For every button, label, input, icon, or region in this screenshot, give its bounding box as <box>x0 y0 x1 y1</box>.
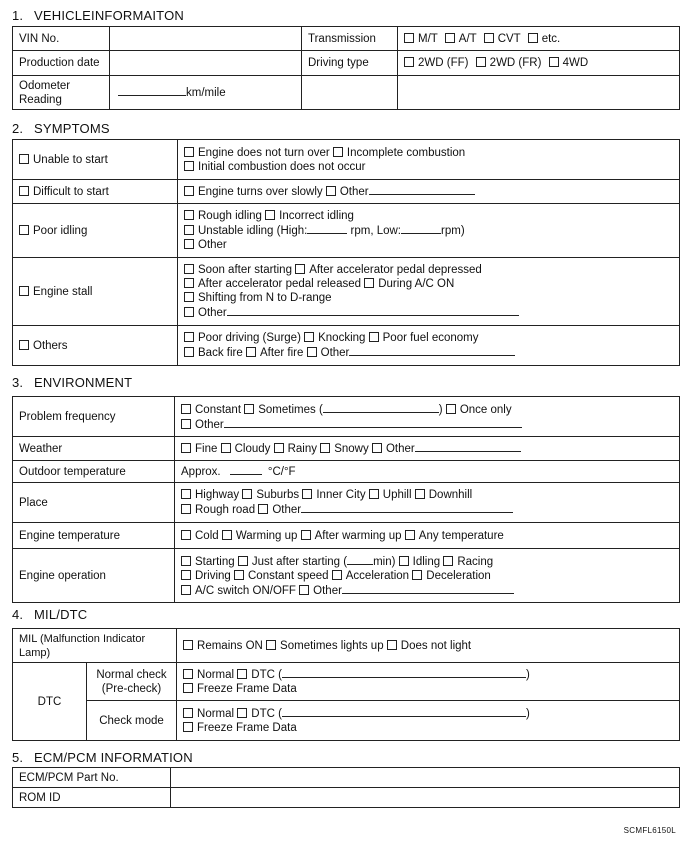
weather-label: Weather <box>13 437 175 461</box>
odometer-field[interactable] <box>110 76 302 110</box>
engine-temperature-options <box>175 523 680 549</box>
option-label: A/C switch ON/OFF <box>195 584 296 597</box>
checkbox[interactable] <box>304 332 314 342</box>
option-label: Cloudy <box>234 443 271 455</box>
section-number: 5. <box>12 750 24 765</box>
option-label: DTC ( <box>251 708 282 720</box>
option-label: Sometimes lights up <box>280 639 384 652</box>
option-label: Freeze Frame Data <box>197 722 297 734</box>
checkbox[interactable] <box>332 570 342 580</box>
section-number: 1. <box>12 8 24 23</box>
option-label: Other <box>195 418 224 431</box>
figure-code: SCMFL6150L <box>623 826 676 835</box>
environment-table <box>12 396 680 603</box>
option-label: Highway <box>195 489 240 501</box>
section-number: 3. <box>12 375 24 390</box>
checkbox[interactable] <box>184 161 194 171</box>
option-label: Starting <box>195 555 235 568</box>
checkbox[interactable] <box>184 347 194 357</box>
option-label: Other <box>313 584 342 597</box>
option-label: Incorrect idling <box>279 210 354 222</box>
option-label: Downhill <box>428 489 473 501</box>
frequency-options <box>175 397 680 437</box>
symptom-difficult-to-start[interactable] <box>13 180 178 204</box>
trans-option-at[interactable]: A/T <box>445 33 477 45</box>
normal-check-options <box>177 663 680 701</box>
transmission-label: Transmission <box>302 27 398 51</box>
option-label: Just after starting ( <box>251 555 348 568</box>
engine-temperature-label: Engine temperature <box>13 523 175 549</box>
driving-type-label: Driving type <box>302 51 398 76</box>
option-label: Once only <box>459 403 512 416</box>
option-label: Back fire <box>198 347 243 359</box>
driving-type-options <box>398 51 680 76</box>
checkbox[interactable] <box>222 530 232 540</box>
section-number: 4. <box>12 607 24 622</box>
dtc-code-blank[interactable] <box>282 706 526 717</box>
checkbox[interactable] <box>184 264 194 274</box>
option-label: Sometimes ( <box>258 403 323 416</box>
checkbox[interactable] <box>443 556 453 566</box>
engine-operation-options <box>175 549 680 603</box>
checkbox[interactable] <box>234 570 244 580</box>
dtc-code-blank[interactable] <box>282 667 526 678</box>
option-label: Poor fuel economy <box>382 332 479 344</box>
checkbox[interactable] <box>476 57 486 67</box>
other-blank[interactable] <box>415 441 521 452</box>
checkbox[interactable] <box>246 347 256 357</box>
drive-option-4wd[interactable]: 4WD <box>549 57 589 69</box>
option-label: Engine turns over slowly <box>198 186 323 198</box>
symptom-label: Unable to start <box>33 153 108 166</box>
option-label: Inner City <box>316 489 366 501</box>
checkbox[interactable] <box>221 443 231 453</box>
checkbox[interactable] <box>244 404 254 414</box>
other-blank[interactable] <box>349 345 515 356</box>
option-label: Driving <box>195 569 231 582</box>
checkbox[interactable] <box>333 147 343 157</box>
checkbox[interactable] <box>19 340 29 350</box>
problem-frequency-label: Problem frequency <box>13 397 175 437</box>
checkbox[interactable] <box>446 404 456 414</box>
odometer-label: Odometer Reading <box>13 76 110 110</box>
production-date-field[interactable] <box>110 51 302 76</box>
checkbox[interactable] <box>274 443 284 453</box>
symptom-engine-stall[interactable] <box>13 258 178 326</box>
option-label: Remains ON <box>197 639 263 652</box>
option-label: Acceleration <box>345 569 410 582</box>
rom-id-field[interactable] <box>171 788 680 808</box>
checkbox[interactable] <box>412 570 422 580</box>
option-label: Other <box>198 239 227 251</box>
option-label: Other <box>339 186 369 198</box>
checkbox[interactable] <box>372 443 382 453</box>
rpm-low-blank[interactable] <box>401 223 441 234</box>
checkbox[interactable] <box>19 186 29 196</box>
option-label: Poor driving (Surge) <box>198 332 301 344</box>
checkbox[interactable] <box>184 278 194 288</box>
option-label: Other <box>198 307 227 319</box>
other-blank[interactable] <box>227 305 519 316</box>
option-label: Unstable idling (High: <box>198 225 308 237</box>
option-label: Initial combustion does not occur <box>198 160 366 173</box>
production-date-label: Production date <box>13 51 110 76</box>
option-label: Idling <box>412 555 441 568</box>
odometer-blank[interactable] <box>118 85 186 96</box>
option-label: Fine <box>195 443 218 455</box>
checkbox[interactable] <box>181 556 191 566</box>
checkbox[interactable] <box>181 530 191 540</box>
temperature-unit: °C/°F <box>267 466 296 478</box>
checkbox[interactable] <box>183 640 193 650</box>
ecm-table <box>12 767 680 808</box>
check-mode-label: Check mode <box>87 701 177 741</box>
rpm-high-blank[interactable] <box>307 223 347 234</box>
option-label: Other <box>320 347 350 359</box>
option-label: ) <box>438 403 443 416</box>
outdoor-temperature-field <box>175 461 680 483</box>
checkbox[interactable] <box>295 264 305 274</box>
trans-option-cvt[interactable]: CVT <box>484 33 521 45</box>
empty-cell <box>398 76 680 110</box>
option-label: Engine does not turn over <box>198 146 330 159</box>
weather-options <box>175 437 680 461</box>
option-label: ) <box>525 708 530 720</box>
checkbox[interactable] <box>181 443 191 453</box>
symptom-label: Engine stall <box>33 285 93 298</box>
difficult-options <box>178 180 680 204</box>
section-vehicle-title <box>12 8 184 23</box>
sometimes-blank[interactable] <box>323 402 439 413</box>
checkbox[interactable] <box>266 640 276 650</box>
checkbox[interactable] <box>265 210 275 220</box>
checkbox[interactable] <box>387 640 397 650</box>
checkbox[interactable] <box>181 419 191 429</box>
section-ecm-title <box>12 750 193 765</box>
option-label: Cold <box>195 529 219 542</box>
checkbox[interactable] <box>19 286 29 296</box>
option-label: After accelerator pedal depressed <box>309 264 482 276</box>
symptom-others[interactable] <box>13 326 178 366</box>
approx-label: Approx. <box>181 466 221 478</box>
symptom-label: Others <box>33 339 68 352</box>
checkbox[interactable] <box>184 332 194 342</box>
ecm-part-field[interactable] <box>171 768 680 788</box>
option-label: Constant speed <box>248 569 329 582</box>
checkbox[interactable] <box>405 530 415 540</box>
checkbox[interactable] <box>369 489 379 499</box>
checkbox[interactable] <box>19 154 29 164</box>
symptom-label: Difficult to start <box>33 185 109 198</box>
temperature-blank[interactable] <box>230 464 262 475</box>
option-label: Freeze Frame Data <box>197 683 297 695</box>
checkbox[interactable] <box>242 489 252 499</box>
section-label: MIL/DTC <box>34 607 88 622</box>
checkbox[interactable] <box>184 239 194 249</box>
option-label: After warming up <box>314 529 402 542</box>
check-mode-options <box>177 701 680 741</box>
option-label: After fire <box>259 347 304 359</box>
option-label: Snowy <box>334 443 369 455</box>
option-label: rpm) <box>441 225 465 237</box>
section-environment-title <box>12 375 132 390</box>
checkbox[interactable] <box>302 489 312 499</box>
drive-option-fr[interactable]: 2WD (FR) <box>476 57 542 69</box>
checkbox[interactable] <box>404 33 414 43</box>
drive-option-ff[interactable]: 2WD (FF) <box>404 57 468 69</box>
checkbox[interactable] <box>184 147 194 157</box>
option-label: Other <box>385 443 415 455</box>
idling-options <box>178 204 680 258</box>
option-label: Warming up <box>235 529 298 542</box>
checkbox[interactable] <box>183 722 193 732</box>
checkbox[interactable] <box>369 332 379 342</box>
checkbox[interactable] <box>326 186 336 196</box>
mil-label: MIL (Malfunction Indicator Lamp) <box>13 629 177 663</box>
minutes-blank[interactable] <box>347 554 373 565</box>
checkbox[interactable] <box>320 443 330 453</box>
option-label: Shifting from N to D-range <box>198 292 332 304</box>
checkbox[interactable] <box>549 57 559 67</box>
option-label: Suburbs <box>256 489 300 501</box>
other-blank[interactable] <box>369 184 475 195</box>
odometer-unit: km/mile <box>186 87 226 99</box>
section-label: ENVIRONMENT <box>34 375 133 390</box>
checkbox[interactable] <box>184 186 194 196</box>
checkbox[interactable] <box>258 504 268 514</box>
symptom-label: Poor idling <box>33 224 88 237</box>
outdoor-temperature-label: Outdoor temperature <box>13 461 175 483</box>
option-label: Rough idling <box>198 210 262 222</box>
option-label: During A/C ON <box>378 278 455 290</box>
rom-id-label: ROM ID <box>13 788 171 808</box>
checkbox[interactable] <box>184 225 194 235</box>
section-mil-dtc-title <box>12 607 87 622</box>
section-label: VEHICLEINFORMAITON <box>34 8 184 23</box>
transmission-options <box>398 27 680 51</box>
section-label: ECM/PCM INFORMATION <box>34 750 193 765</box>
checkbox[interactable] <box>19 225 29 235</box>
place-label: Place <box>13 483 175 523</box>
checkbox[interactable] <box>181 570 191 580</box>
option-label: After accelerator pedal released <box>198 278 362 290</box>
checkbox[interactable] <box>183 669 193 679</box>
option-label: rpm, Low: <box>350 225 402 237</box>
stall-options <box>178 258 680 326</box>
ecm-part-label: ECM/PCM Part No. <box>13 768 171 788</box>
trans-option-mt[interactable]: M/T <box>404 33 438 45</box>
option-label: Constant <box>195 403 242 416</box>
option-label: DTC ( <box>251 669 282 681</box>
checkbox[interactable] <box>299 585 309 595</box>
checkbox[interactable] <box>181 585 191 595</box>
symptoms-table <box>12 139 680 366</box>
vin-field[interactable] <box>110 27 302 51</box>
checkbox[interactable] <box>184 307 194 317</box>
option-label: Normal <box>197 708 235 720</box>
other-blank[interactable] <box>224 417 522 428</box>
checkbox[interactable] <box>415 489 425 499</box>
checkbox[interactable] <box>484 33 494 43</box>
section-symptoms-title <box>12 121 110 136</box>
option-label: min) <box>373 555 396 568</box>
option-label: Knocking <box>318 332 366 344</box>
checkbox[interactable] <box>184 292 194 302</box>
unable-options <box>178 140 680 180</box>
option-label: Uphill <box>382 489 412 501</box>
checkbox[interactable] <box>445 33 455 43</box>
option-label: Deceleration <box>426 569 491 582</box>
others-options <box>178 326 680 366</box>
option-label: Normal <box>197 669 235 681</box>
other-blank[interactable] <box>342 583 514 594</box>
option-label: Other <box>272 504 302 516</box>
option-label: Racing <box>457 555 494 568</box>
checkbox[interactable] <box>237 708 247 718</box>
checkbox[interactable] <box>183 683 193 693</box>
mil-dtc-table <box>12 628 680 741</box>
checkbox[interactable] <box>528 33 538 43</box>
dtc-label: DTC <box>13 663 87 741</box>
vehicle-info-table <box>12 26 680 110</box>
symptom-unable-to-start[interactable] <box>13 140 178 180</box>
checkbox[interactable] <box>301 530 311 540</box>
mil-options <box>177 629 680 663</box>
checkbox[interactable] <box>181 404 191 414</box>
option-label: Any temperature <box>418 529 504 542</box>
symptom-poor-idling[interactable] <box>13 204 178 258</box>
normal-check-label: Normal check (Pre-check) <box>87 663 177 701</box>
option-label: Incomplete combustion <box>346 146 466 159</box>
checkbox[interactable] <box>184 210 194 220</box>
option-label: Does not light <box>400 639 472 652</box>
checkbox[interactable] <box>181 504 191 514</box>
checkbox[interactable] <box>404 57 414 67</box>
option-label: Soon after starting <box>198 264 292 276</box>
checkbox[interactable] <box>307 347 317 357</box>
section-number: 2. <box>12 121 24 136</box>
checkbox[interactable] <box>181 489 191 499</box>
engine-operation-label: Engine operation <box>13 549 175 603</box>
checkbox[interactable] <box>364 278 374 288</box>
checkbox[interactable] <box>399 556 409 566</box>
place-options <box>175 483 680 523</box>
checkbox[interactable] <box>183 708 193 718</box>
vin-label: VIN No. <box>13 27 110 51</box>
checkbox[interactable] <box>237 669 247 679</box>
empty-cell <box>302 76 398 110</box>
other-blank[interactable] <box>301 502 513 513</box>
option-label: ) <box>525 669 530 681</box>
checkbox[interactable] <box>238 556 248 566</box>
option-label: Rainy <box>287 443 317 455</box>
option-label: Rough road <box>195 504 256 516</box>
section-label: SYMPTOMS <box>34 121 110 136</box>
trans-option-etc[interactable]: etc. <box>528 33 561 45</box>
